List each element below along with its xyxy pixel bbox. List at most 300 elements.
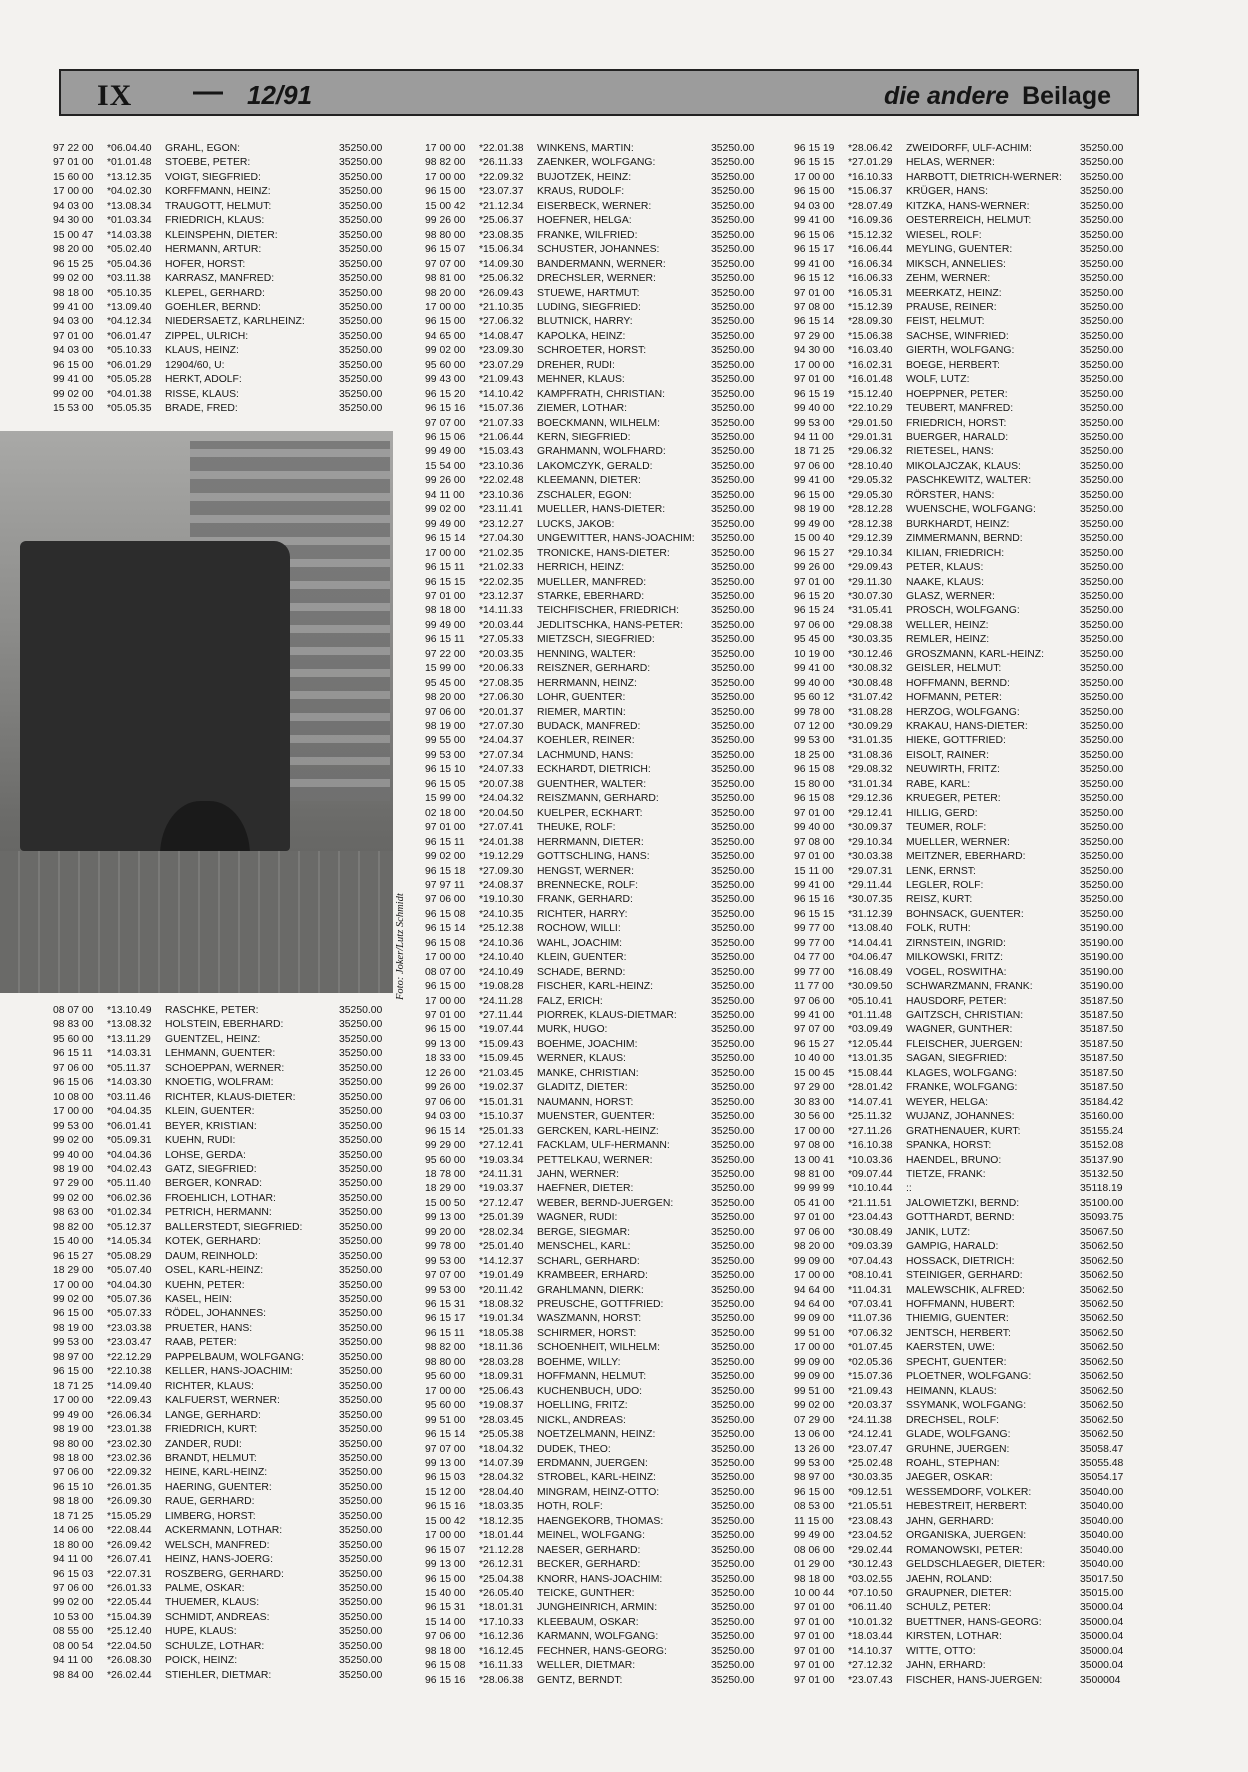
entry-date: *25.02.48 [848, 1457, 893, 1469]
entry-name: OSEL, KARL-HEINZ: [165, 1265, 264, 1277]
entry-amount: 35250.00 [1080, 764, 1124, 776]
entry-name: NOETZELMANN, HEINZ: [537, 1429, 656, 1441]
entry-amount: 35000.04 [1080, 1602, 1124, 1614]
entry-name: MEITZNER, EBERHARD: [906, 851, 1026, 863]
entry-code: 15 11 00 [794, 865, 834, 877]
entry-code: 96 15 15 [794, 908, 835, 920]
entry-name: FALZ, ERICH: [537, 995, 603, 1007]
entry-amount: 35250.00 [711, 721, 755, 732]
entry-date: *04.02.43 [107, 1163, 152, 1175]
entry-date: *28.02.34 [479, 1226, 524, 1238]
entry-name: BUJOTZEK, HEINZ: [537, 171, 632, 183]
entry-name: HAENGEKORB, THOMAS: [537, 1515, 664, 1527]
entry-name: FRANKE, WOLFGANG: [906, 1082, 1018, 1094]
entry-date: *18.09.31 [479, 1371, 524, 1383]
entry-amount: 35250.00 [1080, 229, 1124, 241]
entry-code: 99 02 00 [53, 1135, 94, 1147]
entry-date: *19.03.37 [479, 1183, 524, 1195]
entry-name: LIMBERG, HORST: [165, 1510, 256, 1522]
entry-code: 98 18 00 [794, 1573, 835, 1585]
entry-code: 17 00 00 [425, 952, 466, 964]
entry-amount: 35250.00 [339, 1279, 383, 1291]
entry-code: 96 15 16 [425, 403, 466, 415]
entry-name: PALME, OSKAR: [165, 1583, 245, 1594]
entry-amount: 35250.00 [711, 648, 755, 660]
entry-date: *19.07.44 [479, 1024, 524, 1036]
entry-amount: 35250.00 [711, 489, 755, 501]
entry-name: REISZMANN, GERHARD: [537, 793, 659, 805]
entry-name: HAENDEL, BRUNO: [906, 1154, 1002, 1166]
entry-amount: 35250.00 [711, 1602, 755, 1614]
entry-date: *06.01.29 [107, 359, 152, 371]
entry-date: *15.01.31 [479, 1096, 524, 1108]
entry-name: ECKHARDT, DIETRICH: [537, 764, 651, 776]
entry-code: 97 22 00 [53, 143, 94, 154]
entry-amount: 35250.00 [711, 301, 755, 313]
entry-date: *20.06.33 [479, 663, 524, 675]
entry-name: THIEMIG, GUENTER: [906, 1313, 1009, 1325]
entry-date: *21.12.34 [479, 200, 524, 212]
entry-amount: 35250.00 [711, 663, 755, 675]
entry-date: *31.08.36 [848, 749, 893, 761]
entry-amount: 35250.00 [1080, 562, 1124, 574]
entry-name: SAGAN, SIEGFRIED: [906, 1053, 1008, 1065]
entry-name: HOFFMANN, HUBERT: [906, 1299, 1015, 1310]
entry-amount: 35062.50 [1080, 1414, 1124, 1426]
entry-name: KLEIN, GUENTER: [165, 1106, 255, 1118]
entry-date: *22.07.31 [107, 1568, 152, 1580]
entry-code: 97 07 00 [425, 1270, 466, 1282]
entry-code: 98 19 00 [53, 1163, 94, 1175]
entry-date: *05.11.37 [107, 1062, 151, 1074]
entry-name: MILKOWSKI, FRITZ: [906, 952, 1003, 964]
entry-code: 08 00 54 [53, 1640, 94, 1652]
entry-amount: 35250.00 [711, 1212, 755, 1224]
entry-code: 99 40 00 [53, 1149, 94, 1161]
entry-date: *01.11.48 [848, 1010, 892, 1021]
entry-name: PRUETER, HANS: [165, 1322, 253, 1334]
entry-name: JALOWIETZKI, BERND: [906, 1197, 1020, 1209]
entry-code: 30 83 00 [794, 1096, 835, 1108]
entry-code: 99 26 00 [425, 215, 466, 227]
entry-date: *16.08.49 [848, 966, 893, 978]
entry-name: ZSCHALER, EGON: [537, 489, 632, 501]
entry-date: *26.02.44 [107, 1669, 152, 1681]
entry-name: DRECHSLER, WERNER: [537, 273, 656, 285]
entry-date: *25.06.32 [479, 273, 524, 285]
entry-amount: 35250.00 [1080, 157, 1124, 169]
entry-name: KARMANN, WOLFGANG: [537, 1631, 659, 1643]
entry-date: *23.10.36 [479, 460, 524, 472]
entry-amount: 35250.00 [711, 200, 755, 212]
entry-name: FRIEDRICH, KURT: [165, 1424, 258, 1436]
entry-code: 99 09 00 [794, 1371, 835, 1383]
entry-amount: 35250.00 [339, 374, 383, 386]
header-dash: — [193, 75, 223, 108]
entry-code: 98 20 00 [425, 287, 466, 299]
entry-date: *16.10.33 [848, 171, 893, 183]
entry-amount: 35250.00 [1080, 518, 1124, 530]
entry-amount: 35250.00 [711, 171, 755, 183]
entry-amount: 35132.50 [1080, 1168, 1124, 1180]
entry-code: 99 09 00 [794, 1313, 835, 1325]
entry-amount: 35250.00 [711, 432, 755, 443]
entry-date: *23.03.38 [107, 1322, 152, 1334]
entry-name: RISSE, KLAUS: [165, 388, 239, 400]
entry-code: 96 15 00 [425, 1024, 466, 1036]
entry-code: 95 60 00 [425, 1400, 466, 1412]
entry-code: 96 15 03 [53, 1568, 94, 1580]
entry-code: 99 41 00 [53, 374, 94, 386]
entry-code: 98 81 00 [794, 1168, 835, 1180]
entry-amount: 35250.00 [339, 1655, 383, 1667]
entry-amount: 35250.00 [711, 1082, 755, 1094]
entry-date: *30.08.32 [848, 663, 893, 675]
entry-name: LANGE, GERHARD: [165, 1409, 261, 1421]
entry-amount: 35187.50 [1080, 1067, 1124, 1079]
entry-code: 99 41 00 [794, 258, 835, 270]
entry-code: 15 00 42 [425, 1515, 466, 1527]
entry-name: KUEHN, RUDI: [165, 1135, 236, 1147]
entry-amount: 35250.00 [711, 1140, 755, 1152]
entry-name: MANKE, CHRISTIAN: [537, 1067, 639, 1079]
entry-code: 18 33 00 [425, 1053, 466, 1065]
entry-name: HAUSDORF, PETER: [906, 995, 1007, 1007]
entry-code: 17 00 00 [425, 301, 466, 313]
entry-date: *05.07.33 [107, 1308, 152, 1320]
entry-code: 17 00 00 [425, 995, 466, 1007]
entry-amount: 35250.00 [339, 1091, 383, 1103]
entry-amount: 35250.00 [1080, 301, 1124, 313]
entry-code: 96 15 14 [425, 533, 466, 545]
entry-amount: 35250.00 [1080, 547, 1124, 559]
entry-amount: 35250.00 [1080, 706, 1124, 718]
entry-name: KLEEBAUM, OSKAR: [537, 1616, 639, 1628]
entry-date: *20.03.35 [479, 648, 524, 660]
entry-code: 99 02 00 [425, 345, 466, 357]
entry-name: WITTE, OTTO: [906, 1645, 976, 1657]
entry-amount: 35250.00 [711, 923, 755, 935]
entry-name: MUELLER, MANFRED: [537, 576, 647, 588]
entry-code: 99 78 00 [794, 706, 835, 718]
entry-date: *29.12.36 [848, 793, 893, 805]
entry-date: *29.12.41 [848, 807, 893, 819]
entry-amount: 35058.47 [1080, 1443, 1124, 1455]
entry-amount: 35250.00 [711, 417, 755, 429]
entry-name: HERRMANN, DIETER: [537, 836, 644, 848]
entry-amount: 35250.00 [339, 316, 383, 328]
entry-code: 99 51 00 [794, 1385, 835, 1397]
entry-code: 96 15 16 [425, 1501, 466, 1513]
entry-name: MALEWSCHIK, ALFRED: [906, 1284, 1025, 1296]
entry-code: 96 15 15 [794, 157, 835, 169]
entry-amount: 35250.00 [339, 403, 383, 415]
entry-code: 13 00 41 [794, 1154, 835, 1166]
entry-name: RICHTER, KLAUS: [165, 1380, 254, 1392]
entry-amount: 35250.00 [1080, 359, 1124, 371]
entry-date: *28.03.28 [479, 1356, 524, 1368]
entry-amount: 35250.00 [339, 1033, 383, 1045]
entry-name: STARKE, EBERHARD: [537, 590, 645, 602]
entry-amount: 35250.00 [339, 200, 383, 212]
entry-date: *15.12.39 [848, 301, 893, 313]
entry-date: *05.05.28 [107, 374, 152, 386]
entry-name: KUEHN, PETER: [165, 1279, 245, 1291]
entry-code: 17 00 00 [53, 1106, 94, 1118]
entry-date: *30.03.35 [848, 1472, 893, 1484]
photo-truck [20, 541, 290, 851]
entry-amount: 35250.00 [1080, 200, 1124, 212]
entry-amount: 35250.00 [711, 1501, 755, 1513]
entry-amount: 35250.00 [711, 1429, 755, 1441]
entry-amount: 35250.00 [711, 1255, 755, 1267]
entry-name: BRANDT, HELMUT: [165, 1452, 257, 1464]
entry-name: JAHN, ERHARD: [906, 1660, 986, 1672]
entry-amount: 35250.00 [711, 1010, 755, 1021]
entry-date: *16.06.44 [848, 244, 893, 256]
entry-date: *23.12.37 [479, 590, 524, 602]
entry-date: *27.01.29 [848, 157, 893, 169]
entry-date: *15.05.29 [107, 1510, 152, 1522]
entry-code: 95 60 00 [53, 1033, 94, 1045]
entry-name: STEINIGER, GERHARD: [906, 1270, 1023, 1282]
entry-code: 95 60 12 [794, 692, 835, 704]
entry-code: 97 06 00 [53, 1062, 94, 1074]
entry-code: 99 53 00 [425, 1284, 466, 1296]
entry-code: 17 00 00 [794, 1270, 835, 1282]
entry-date: *24.04.32 [479, 793, 524, 805]
entry-name: LOHR, GUENTER: [537, 692, 626, 704]
entry-name: BOHNSACK, GUENTER: [906, 908, 1024, 920]
entry-name: RASCHKE, PETER: [165, 1005, 259, 1016]
entry-date: *29.05.32 [848, 475, 893, 487]
entry-date: *04.02.30 [107, 186, 152, 198]
entry-code: 97 01 00 [425, 822, 466, 834]
entry-date: *25.01.39 [479, 1212, 524, 1224]
entry-date: *28.03.45 [479, 1414, 524, 1426]
entry-amount: 35000.04 [1080, 1660, 1124, 1672]
entry-code: 15 40 00 [425, 1588, 466, 1599]
entry-date: *15.12.40 [848, 388, 893, 400]
entry-code: 07 29 00 [794, 1414, 835, 1426]
entry-date: *24.11.38 [848, 1414, 892, 1426]
entry-date: *11.07.36 [848, 1313, 892, 1325]
entry-name: MIKSCH, ANNELIES: [906, 258, 1006, 270]
entry-amount: 35250.00 [711, 1342, 755, 1354]
entry-amount: 35250.00 [1080, 822, 1124, 834]
entry-code: 15 99 00 [425, 793, 466, 805]
entry-code: 99 49 00 [425, 518, 466, 530]
entry-name: KELLER, HANS-JOACHIM: [165, 1366, 293, 1378]
entry-name: DRECHSEL, ROLF: [906, 1414, 999, 1426]
entry-amount: 35250.00 [339, 1308, 383, 1320]
entry-name: KLEIN, GUENTER: [537, 952, 627, 964]
entry-amount: 35250.00 [711, 229, 755, 241]
entry-code: 95 45 00 [794, 634, 835, 646]
entry-name: GATZ, SIEGFRIED: [165, 1163, 257, 1175]
entry-date: *14.11.33 [479, 605, 523, 617]
entry-name: FRIEDRICH, KLAUS: [165, 215, 265, 227]
entry-amount: 35250.00 [711, 460, 755, 472]
entry-code: 97 07 00 [794, 1024, 835, 1036]
entry-amount: 35250.00 [1080, 836, 1124, 848]
entry-date: *20.03.44 [479, 619, 524, 631]
entry-amount: 35137.90 [1080, 1154, 1124, 1166]
entry-date: *25.05.38 [479, 1429, 524, 1441]
entry-name: NIEDERSAETZ, KARLHEINZ: [165, 316, 305, 328]
entry-date: *29.09.43 [848, 562, 893, 574]
entry-date: *01.01.48 [107, 157, 152, 169]
entry-date: *22.09.32 [107, 1467, 152, 1479]
entry-amount: 35250.00 [711, 706, 755, 718]
entry-name: MEYLING, GUENTER: [906, 244, 1013, 256]
entry-date: *29.10.34 [848, 836, 893, 848]
entry-amount: 35250.00 [339, 1149, 383, 1161]
entry-date: *29.12.39 [848, 533, 893, 545]
entry-amount: 35190.00 [1080, 937, 1124, 949]
entry-name: BERGER, KONRAD: [165, 1178, 262, 1190]
entry-code: 99 49 00 [53, 1409, 94, 1421]
entry-date: *25.11.32 [848, 1111, 892, 1123]
entry-amount: 35250.00 [711, 692, 755, 704]
entry-amount: 35187.50 [1080, 1082, 1124, 1094]
entry-date: *14.09.40 [107, 1380, 152, 1392]
entry-date: *18.03.44 [848, 1631, 893, 1643]
entry-name: JAHN, GERHARD: [906, 1515, 994, 1527]
entry-amount: 35250.00 [711, 937, 755, 949]
entry-date: *07.04.43 [848, 1255, 893, 1267]
entry-code: 96 15 07 [425, 244, 466, 256]
entry-date: *31.01.34 [848, 778, 893, 790]
entry-date: *27.12.47 [479, 1197, 524, 1209]
entry-name: KASEL, HEIN: [165, 1294, 232, 1305]
entry-code: 98 80 00 [425, 1356, 466, 1368]
entry-date: *27.08.35 [479, 677, 524, 689]
entry-code: 98 18 00 [53, 1452, 94, 1464]
entry-date: *05.10.33 [107, 345, 152, 357]
entry-name: KOEHLER, REINER: [537, 735, 635, 747]
entry-code: 98 82 00 [425, 1342, 466, 1354]
entry-amount: 35250.00 [711, 1111, 755, 1123]
entry-date: *20.07.38 [479, 778, 524, 790]
entry-amount: 35250.00 [339, 1207, 383, 1219]
entry-name: KALFUERST, WERNER: [165, 1395, 280, 1407]
entry-date: *26.08.30 [107, 1655, 152, 1667]
entry-name: STIEHLER, DIETMAR: [165, 1669, 272, 1681]
entry-amount: 35250.00 [711, 215, 755, 227]
entry-amount: 35067.50 [1080, 1226, 1124, 1238]
entry-name: GOTTSCHLING, HANS: [537, 851, 650, 863]
entry-amount: 35250.00 [711, 1443, 755, 1455]
entry-date: *14.08.47 [479, 330, 524, 342]
entry-name: OESTERREICH, HELMUT: [906, 215, 1032, 227]
entry-name: NAUMANN, HORST: [537, 1096, 634, 1108]
entry-name: HERZOG, WOLFGANG: [906, 706, 1020, 718]
entry-amount: 35062.50 [1080, 1385, 1124, 1397]
entry-date: *01.03.34 [107, 215, 152, 227]
entry-code: 96 15 00 [53, 359, 94, 371]
entry-code: 96 15 16 [425, 1674, 466, 1686]
entry-date: *09.07.44 [848, 1168, 893, 1180]
entry-amount: 35250.00 [339, 1640, 383, 1652]
entry-amount: 35190.00 [1080, 923, 1124, 935]
entry-name: MEHNER, KLAUS: [537, 374, 625, 386]
photo-credit [395, 860, 409, 1000]
entry-amount: 35250.00 [711, 908, 755, 920]
entry-date: *27.07.34 [479, 749, 524, 761]
entry-date: *27.07.41 [479, 822, 524, 834]
entry-name: DUDEK, THEO: [537, 1443, 611, 1455]
entry-amount: 35250.00 [711, 749, 755, 761]
entry-code: 18 71 25 [53, 1380, 94, 1392]
entry-date: *28.12.28 [848, 504, 893, 516]
entry-date: *21.09.43 [479, 374, 524, 386]
entry-code: 98 20 00 [794, 1241, 835, 1253]
entry-date: *25.06.43 [479, 1385, 524, 1397]
entry-code: 04 77 00 [794, 952, 835, 964]
entry-date: *23.09.30 [479, 345, 524, 357]
entry-date: *14.04.41 [848, 937, 893, 949]
entry-name: HENGST, WERNER: [537, 865, 634, 877]
entry-name: BUDACK, MANFRED: [537, 721, 641, 732]
entry-amount: 35250.00 [339, 1135, 383, 1147]
entry-date: *16.03.40 [848, 345, 893, 357]
entry-date: *23.08.43 [848, 1515, 893, 1527]
entry-code: 99 40 00 [794, 677, 835, 689]
entry-amount: 35250.00 [339, 1077, 383, 1089]
entry-date: *24.04.37 [479, 735, 524, 747]
entry-date: *23.02.36 [107, 1452, 152, 1464]
entry-code: 14 06 00 [53, 1525, 94, 1537]
entry-name: MUENSTER, GUENTER: [537, 1111, 655, 1123]
entry-code: 96 15 00 [53, 1308, 94, 1320]
entry-date: *07.06.32 [848, 1327, 893, 1339]
entry-code: 96 15 08 [425, 908, 466, 920]
entry-date: *22.09.32 [479, 171, 524, 183]
entry-code: 96 15 19 [794, 388, 835, 400]
entry-code: 96 15 10 [425, 764, 466, 776]
entry-date: *18.04.32 [479, 1443, 524, 1455]
entry-amount: 35250.00 [711, 388, 755, 400]
entry-name: WIESEL, ROLF: [906, 229, 982, 241]
entry-amount: 35250.00 [711, 1674, 755, 1686]
entry-amount: 35250.00 [711, 894, 755, 906]
entry-amount: 35250.00 [339, 244, 383, 256]
entry-amount: 35250.00 [339, 273, 383, 285]
entry-amount: 35093.75 [1080, 1212, 1124, 1224]
entry-date: *29.11.44 [848, 879, 892, 891]
entry-name: WUENSCHE, WOLFGANG: [906, 504, 1036, 516]
entry-amount: 35250.00 [1080, 504, 1124, 516]
news-photo [0, 431, 393, 993]
entry-code: 10 53 00 [53, 1611, 94, 1623]
entry-amount: 35250.00 [1080, 374, 1124, 386]
entry-date: *21.11.51 [848, 1197, 892, 1209]
entry-date: *14.09.30 [479, 258, 524, 270]
entry-code: 97 01 00 [794, 576, 835, 588]
entry-code: 99 78 00 [425, 1241, 466, 1253]
entry-name: ZAENKER, WOLFGANG: [537, 157, 656, 169]
entry-amount: 35250.00 [711, 1573, 755, 1585]
entry-amount: 35250.00 [711, 1226, 755, 1238]
entry-amount: 35187.50 [1080, 1038, 1124, 1050]
entry-code: 99 41 00 [794, 1010, 835, 1021]
entry-amount: 35250.00 [711, 879, 755, 891]
entry-amount: 35250.00 [1080, 330, 1124, 342]
entry-amount: 35152.08 [1080, 1140, 1124, 1152]
entry-date: *06.01.41 [107, 1120, 152, 1132]
entry-amount: 35250.00 [1080, 403, 1124, 415]
